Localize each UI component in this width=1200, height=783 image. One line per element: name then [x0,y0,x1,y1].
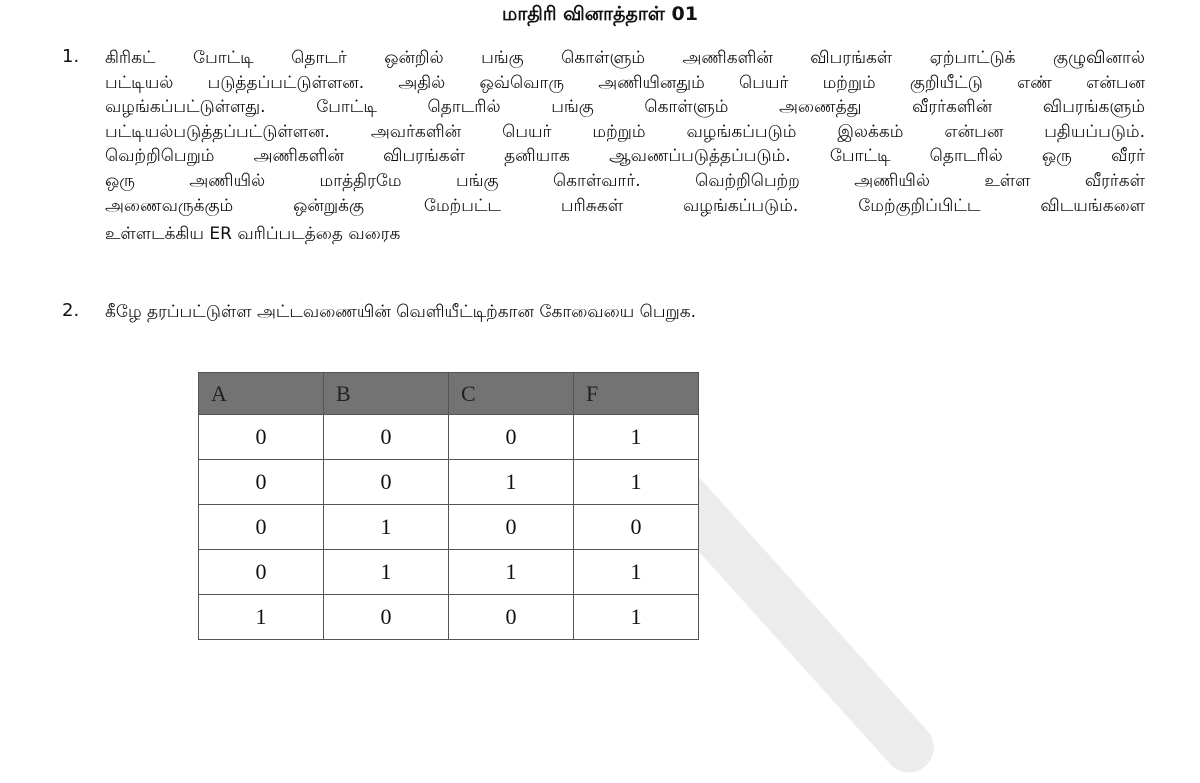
table-cell: 1 [574,550,699,595]
column-header: B [324,373,449,415]
table-cell: 0 [324,595,449,640]
truth-table [198,372,699,640]
table-row [199,415,699,460]
question-1-text [105,46,1145,247]
column-header: C [449,373,574,415]
text-line: வெற்றிபெறும் அணிகளின் விபரங்கள் தனியாக ஆவணப்படுத்தப்படும். போட்டி தொடரில் ஒரு வீரர் [105,146,1145,167]
table-cell: 1 [574,460,699,505]
table-cell: 0 [199,550,324,595]
table-cell: 1 [574,595,699,640]
question-1-number: 1. [62,46,80,67]
table-cell: 1 [449,460,574,505]
table-row [199,595,699,640]
table-cell: 1 [574,415,699,460]
column-header: F [574,373,699,415]
table-cell: 1 [324,550,449,595]
table-row [199,550,699,595]
table-cell: 1 [199,595,324,640]
text-line: கீழே தரப்பட்டுள்ள அட்டவணையின் வெளியீட்டிற்கான கோவையை பெறுக. [105,302,697,322]
question-2-number: 2. [62,300,80,321]
column-header: A [199,373,324,415]
table-cell: 0 [574,505,699,550]
text-line: வழங்கப்பட்டுள்ளது. போட்டி தொடரில் பங்கு கொள்ளும் அணைத்து வீரர்களின் விபரங்களும் [105,97,1145,118]
table-cell: 0 [199,460,324,505]
table-cell: 0 [324,460,449,505]
text-line: உள்ளடக்கிய ER வரிப்படத்தை வரைக [105,224,401,245]
table-cell: 0 [449,595,574,640]
table-row [199,460,699,505]
table-cell: 0 [199,505,324,550]
table-cell: 1 [324,505,449,550]
table-cell: 0 [199,415,324,460]
table-row [199,505,699,550]
table-header-row [199,373,699,415]
table-cell: 0 [449,505,574,550]
question-2-text [105,300,1145,325]
page-title: மாதிரி வினாத்தாள் 01 [502,3,698,25]
text-line: ஒரு அணியில் மாத்திரமே பங்கு கொள்வார். வெற்றிபெற்ற அணியில் உள்ள வீரர்கள் [105,170,1145,191]
table-cell: 1 [449,550,574,595]
text-line: பட்டியல்படுத்தப்பட்டுள்ளன. அவர்களின் பெயர் மற்றும் வழங்கப்படும் இலக்கம் என்பன பதியப்படும். [105,121,1145,142]
text-line: பட்டியல் படுத்தப்பட்டுள்ளன. அதில் ஒவ்வொரு அணியினதும் பெயர் மற்றும் குறியீட்டு எண் என்பன [105,72,1145,93]
text-line: அணைவருக்கும் ஒன்றுக்கு மேற்பட்ட பரிசுகள் வழங்கப்படும். மேற்குறிப்பிட்ட விடயங்களை [105,195,1145,216]
table-cell: 0 [324,415,449,460]
table-cell: 0 [449,415,574,460]
text-line: கிரிகட் போட்டி தொடர் ஒன்றில் பங்கு கொள்ளும் அணிகளின் விபரங்கள் ஏற்பாட்டுக் குழுவினால் [105,48,1145,68]
